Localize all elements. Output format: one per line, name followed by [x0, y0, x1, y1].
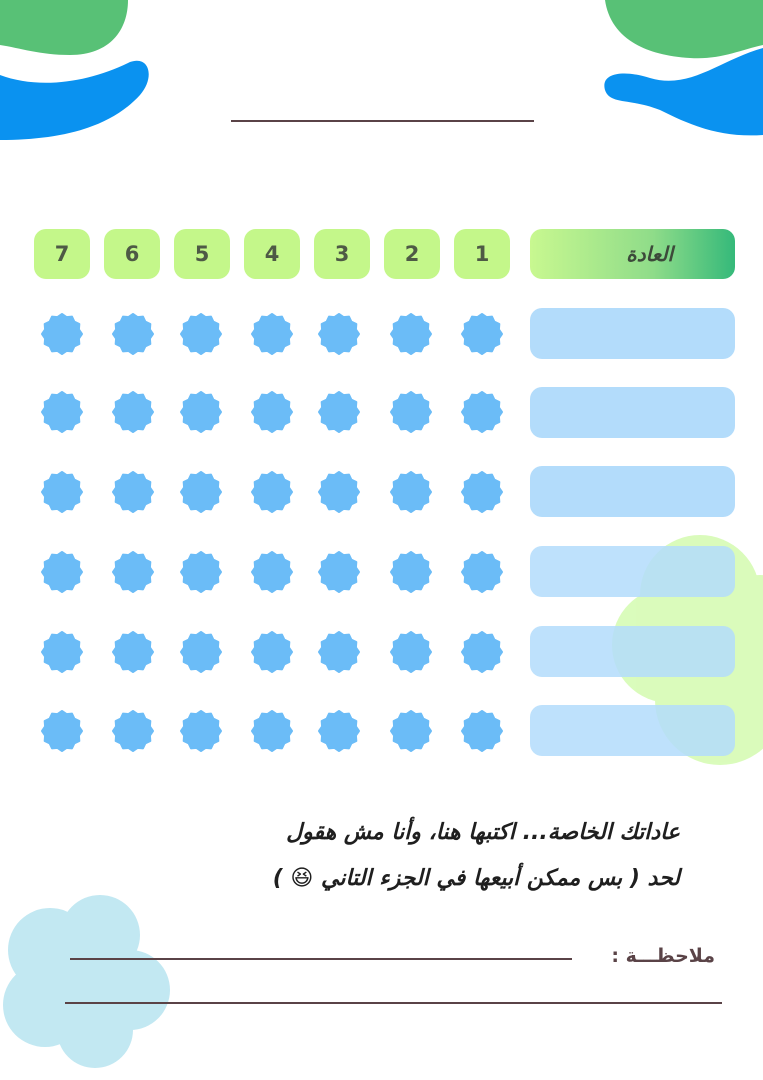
day-check-badge[interactable] — [179, 470, 223, 514]
top-right-green-wave — [605, 0, 763, 58]
habit-column-header — [530, 229, 735, 279]
day-check-badge[interactable] — [317, 390, 361, 434]
day-check-badge[interactable] — [389, 390, 433, 434]
day-check-badge[interactable] — [317, 312, 361, 356]
day-check-badge[interactable] — [111, 709, 155, 753]
day-check-badge[interactable] — [250, 550, 294, 594]
day-check-badge[interactable] — [179, 630, 223, 674]
day-header-5: 5 — [174, 229, 230, 279]
message-line-1: عاداتك الخاصة... اكتبها هنا، وأنا مش هقول — [286, 820, 680, 845]
top-left-green-wave — [0, 0, 128, 55]
blue-flower-decoration — [0, 895, 175, 1080]
day-check-badge[interactable] — [111, 550, 155, 594]
day-check-badge[interactable] — [179, 312, 223, 356]
note-line[interactable] — [65, 1002, 722, 1004]
day-header-4: 4 — [244, 229, 300, 279]
day-check-badge[interactable] — [250, 312, 294, 356]
day-check-badge[interactable] — [460, 390, 504, 434]
day-check-badge[interactable] — [317, 550, 361, 594]
corner-waves-decoration — [0, 0, 763, 160]
day-check-badge[interactable] — [460, 470, 504, 514]
day-check-badge[interactable] — [40, 470, 84, 514]
day-check-badge[interactable] — [389, 630, 433, 674]
day-check-badge[interactable] — [40, 390, 84, 434]
day-header-3: 3 — [314, 229, 370, 279]
day-header-2: 2 — [384, 229, 440, 279]
day-check-badge[interactable] — [250, 470, 294, 514]
message-line-2: لحد ( بس ممكن أبيعها في الجزء التاني 😆 ) — [272, 866, 680, 891]
day-check-badge[interactable] — [111, 470, 155, 514]
day-check-badge[interactable] — [40, 709, 84, 753]
day-check-badge[interactable] — [317, 709, 361, 753]
day-check-badge[interactable] — [111, 312, 155, 356]
day-check-badge[interactable] — [389, 312, 433, 356]
top-right-blue-wave — [604, 48, 763, 135]
day-check-badge[interactable] — [40, 630, 84, 674]
note-line[interactable] — [70, 958, 572, 960]
day-check-badge[interactable] — [250, 390, 294, 434]
top-left-blue-wave — [0, 61, 149, 140]
day-check-badge[interactable] — [179, 550, 223, 594]
habit-header-label: العادة — [626, 242, 673, 266]
day-check-badge[interactable] — [250, 709, 294, 753]
day-check-badge[interactable] — [179, 390, 223, 434]
habit-input-box[interactable] — [530, 387, 735, 438]
habit-input-box[interactable] — [530, 705, 735, 756]
day-check-badge[interactable] — [389, 709, 433, 753]
day-check-badge[interactable] — [389, 470, 433, 514]
habit-input-box[interactable] — [530, 626, 735, 677]
day-check-badge[interactable] — [111, 630, 155, 674]
day-check-badge[interactable] — [460, 630, 504, 674]
day-check-badge[interactable] — [317, 470, 361, 514]
day-check-badge[interactable] — [460, 312, 504, 356]
day-check-badge[interactable] — [317, 630, 361, 674]
day-check-badge[interactable] — [250, 630, 294, 674]
day-check-badge[interactable] — [389, 550, 433, 594]
habit-input-box[interactable] — [530, 466, 735, 517]
title-underline — [231, 120, 534, 122]
day-check-badge[interactable] — [40, 312, 84, 356]
day-header-7: 7 — [34, 229, 90, 279]
note-label: ملاحظـــة : — [611, 945, 715, 967]
day-check-badge[interactable] — [460, 550, 504, 594]
day-check-badge[interactable] — [460, 709, 504, 753]
day-header-6: 6 — [104, 229, 160, 279]
day-header-1: 1 — [454, 229, 510, 279]
day-check-badge[interactable] — [179, 709, 223, 753]
habit-input-box[interactable] — [530, 308, 735, 359]
day-check-badge[interactable] — [40, 550, 84, 594]
habit-input-box[interactable] — [530, 546, 735, 597]
day-check-badge[interactable] — [111, 390, 155, 434]
